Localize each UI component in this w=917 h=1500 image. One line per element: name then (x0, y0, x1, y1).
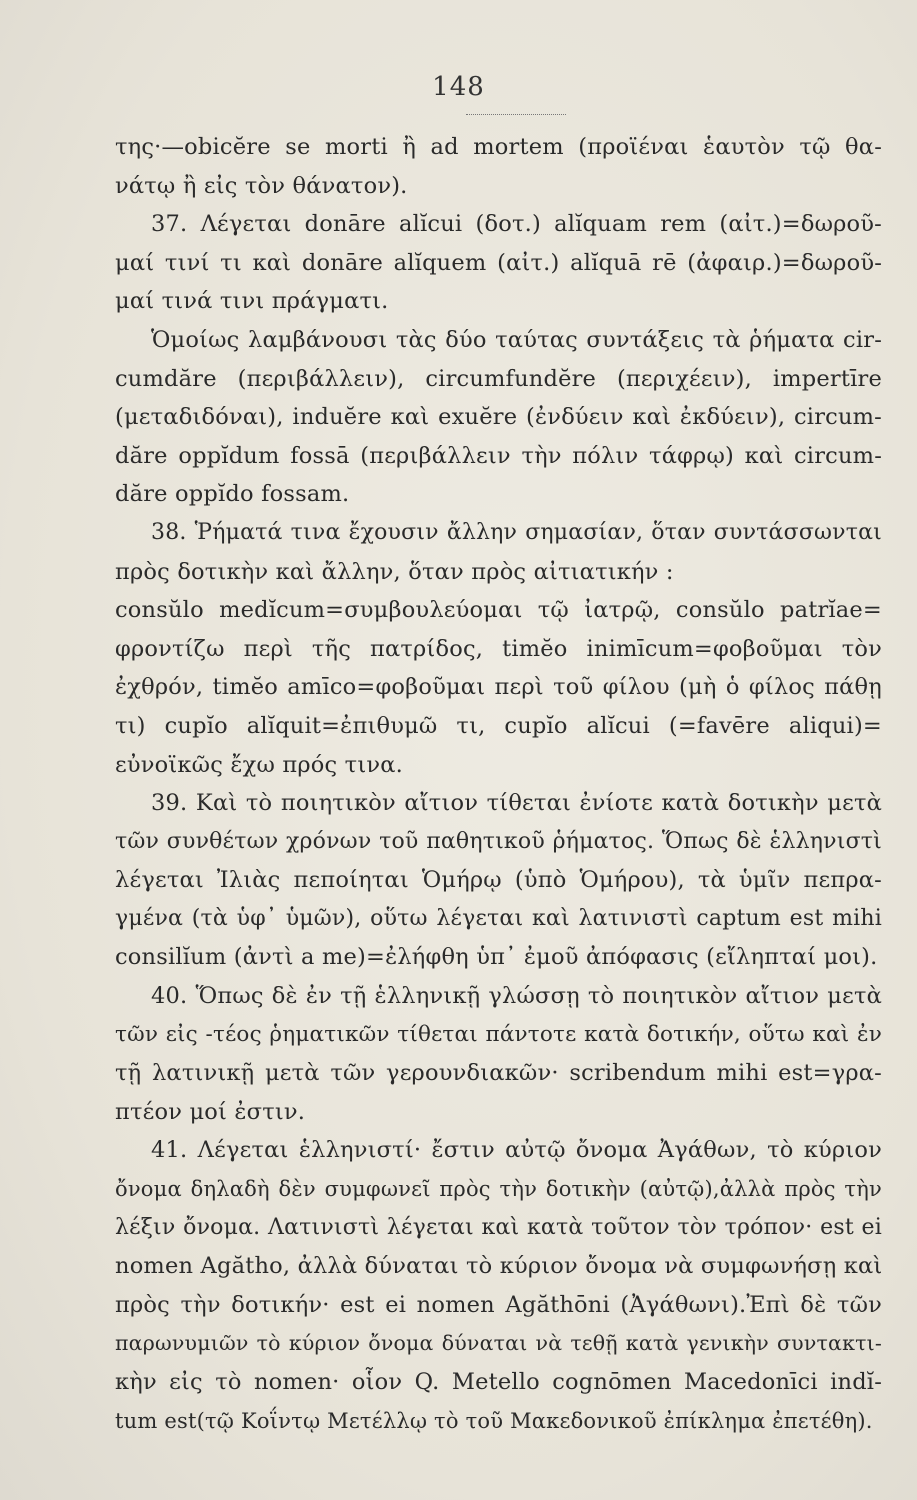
text-line: παρωνυμιῶν τὸ κύριον ὄνομα δύναται νὰ τεθῇ κατὰ γενικὴν συντακτι- (115, 1331, 882, 1356)
text-line: tum est(τῷ Κοΐντῳ Μετέλλῳ τὸ τοῦ Μακεδονικοῦ ἐπίκλημα ἐπετέθη). (115, 1408, 873, 1433)
text-line: cumdăre (περιβάλλειν), circumfundĕre (περιχέειν), impertīre (115, 365, 882, 392)
text-line: 40. Ὅπως δὲ ἐν τῇ ἑλληνικῇ γλώσσῃ τὸ ποιητικὸν αἴτιον μετὰ (151, 983, 882, 1010)
text-line: φροντίζω περὶ τῆς πατρίδος, timĕo inimīcum=φοβοῦμαι τὸν (115, 635, 882, 662)
text-line: (μεταδιδόναι), induĕre καὶ exuĕre (ἐνδύειν καὶ ἐκδύειν), circum- (115, 404, 882, 431)
text-line: λέξιν ὄνομα. Λατινιστὶ λέγεται καὶ κατὰ τοῦτον τὸν τρόπον· est ei (115, 1214, 882, 1240)
text-line: εὐνοϊκῶς ἔχω πρός τινα. (115, 751, 403, 778)
text-line: νάτῳ ἢ εἰς τὸν θάνατον). (115, 172, 408, 199)
text-line: dăre oppĭdum fossā (περιβάλλειν τὴν πόλιν τάφρῳ) καὶ circum- (115, 442, 882, 469)
text-line: τῇ λατινικῇ μετὰ τῶν γερουνδιακῶν· scribendum mihi est=γρα- (115, 1060, 882, 1087)
page-number: 148 (432, 72, 485, 102)
text-line: ὄνομα δηλαδὴ δὲν συμφωνεῖ πρὸς τὴν δοτικὴν (αὐτῷ),ἀλλὰ πρὸς τὴν (115, 1177, 882, 1202)
body-text (115, 128, 882, 1440)
text-line: consilĭum (ἀντὶ a me)=ἐλήφθη ὑπ᾽ ἐμοῦ ἀπόφασις (εἴληπταί μοι). (115, 944, 878, 971)
text-line: πρὸς τὴν δοτικήν· est ei nomen Agăthōni (Ἀγάθωνι).Ἐπὶ δὲ τῶν (115, 1291, 882, 1318)
text-line: λέγεται Ἰλιὰς πεποίηται Ὁμήρῳ (ὑπὸ Ὁμήρου), τὰ ὑμῖν πεπρα- (115, 867, 882, 894)
text-line: τῶν συνθέτων χρόνων τοῦ παθητικοῦ ῥήματος. Ὅπως δὲ ἑλληνιστὶ (115, 828, 882, 854)
text-line: consŭlo medĭcum=συμβουλεύομαι τῷ ἰατρῷ, consŭlo patrĭae= (115, 597, 882, 624)
text-line: 41. Λέγεται ἑλληνιστί· ἔστιν αὐτῷ ὄνομα Ἀγάθων, τὸ κύριον (151, 1137, 882, 1164)
text-line: της·—obicĕre se morti ἢ ad mortem (προϊέναι ἑαυτὸν τῷ θα- (115, 134, 882, 160)
text-line: nomen Agătho, ἀλλὰ δύναται τὸ κύριον ὄνομα νὰ συμφωνήσῃ καὶ (115, 1253, 882, 1280)
text-line: κὴν εἰς τὸ nomen· οἷον Q. Metello cognōmen Macedonīci indĭ- (115, 1369, 882, 1395)
text-line: μαί τινά τινι πράγματι. (115, 288, 389, 315)
text-line: γμένα (τὰ ὑφ᾽ ὑμῶν), οὕτω λέγεται καὶ λατινιστὶ captum est mihi (115, 905, 882, 931)
text-line: Ὁμοίως λαμβάνουσι τὰς δύο ταύτας συντάξεις τὰ ῥήματα cir- (151, 326, 882, 353)
text-line: 37. Λέγεται donāre alĭcui (δοτ.) alĭquam rem (αἰτ.)=δωροῦ- (151, 211, 882, 238)
header-rule (466, 114, 566, 115)
text-line: dăre oppĭdo fossam. (115, 481, 350, 508)
text-line: 38. Ῥήματά τινα ἔχουσιν ἄλλην σημασίαν, ὅταν συντάσσωνται (151, 519, 882, 545)
text-line: μαί τινί τι καὶ donāre alĭquem (αἰτ.) alĭquā rē (ἀφαιρ.)=δωροῦ- (115, 249, 882, 276)
text-line: τῶν εἰς -τέος ῥηματικῶν τίθεται πάντοτε κατὰ δοτικήν, οὕτω καὶ ἐν (115, 1021, 882, 1047)
text-line: πτέον μοί ἐστιν. (115, 1098, 306, 1125)
text-line: πρὸς δοτικὴν καὶ ἄλλην, ὅταν πρὸς αἰτιατικήν : (115, 558, 674, 585)
text-line: τι) cupĭo alĭquit=ἐπιθυμῶ τι, cupĭo alĭcui (=favēre aliqui)= (115, 712, 882, 739)
text-line: ἐχθρόν, timĕo amīco=φοβοῦμαι περὶ τοῦ φίλου (μὴ ὁ φίλος πάθῃ (115, 674, 882, 701)
text-line: 39. Καὶ τὸ ποιητικὸν αἴτιον τίθεται ἐνίοτε κατὰ δοτικὴν μετὰ (151, 790, 882, 817)
